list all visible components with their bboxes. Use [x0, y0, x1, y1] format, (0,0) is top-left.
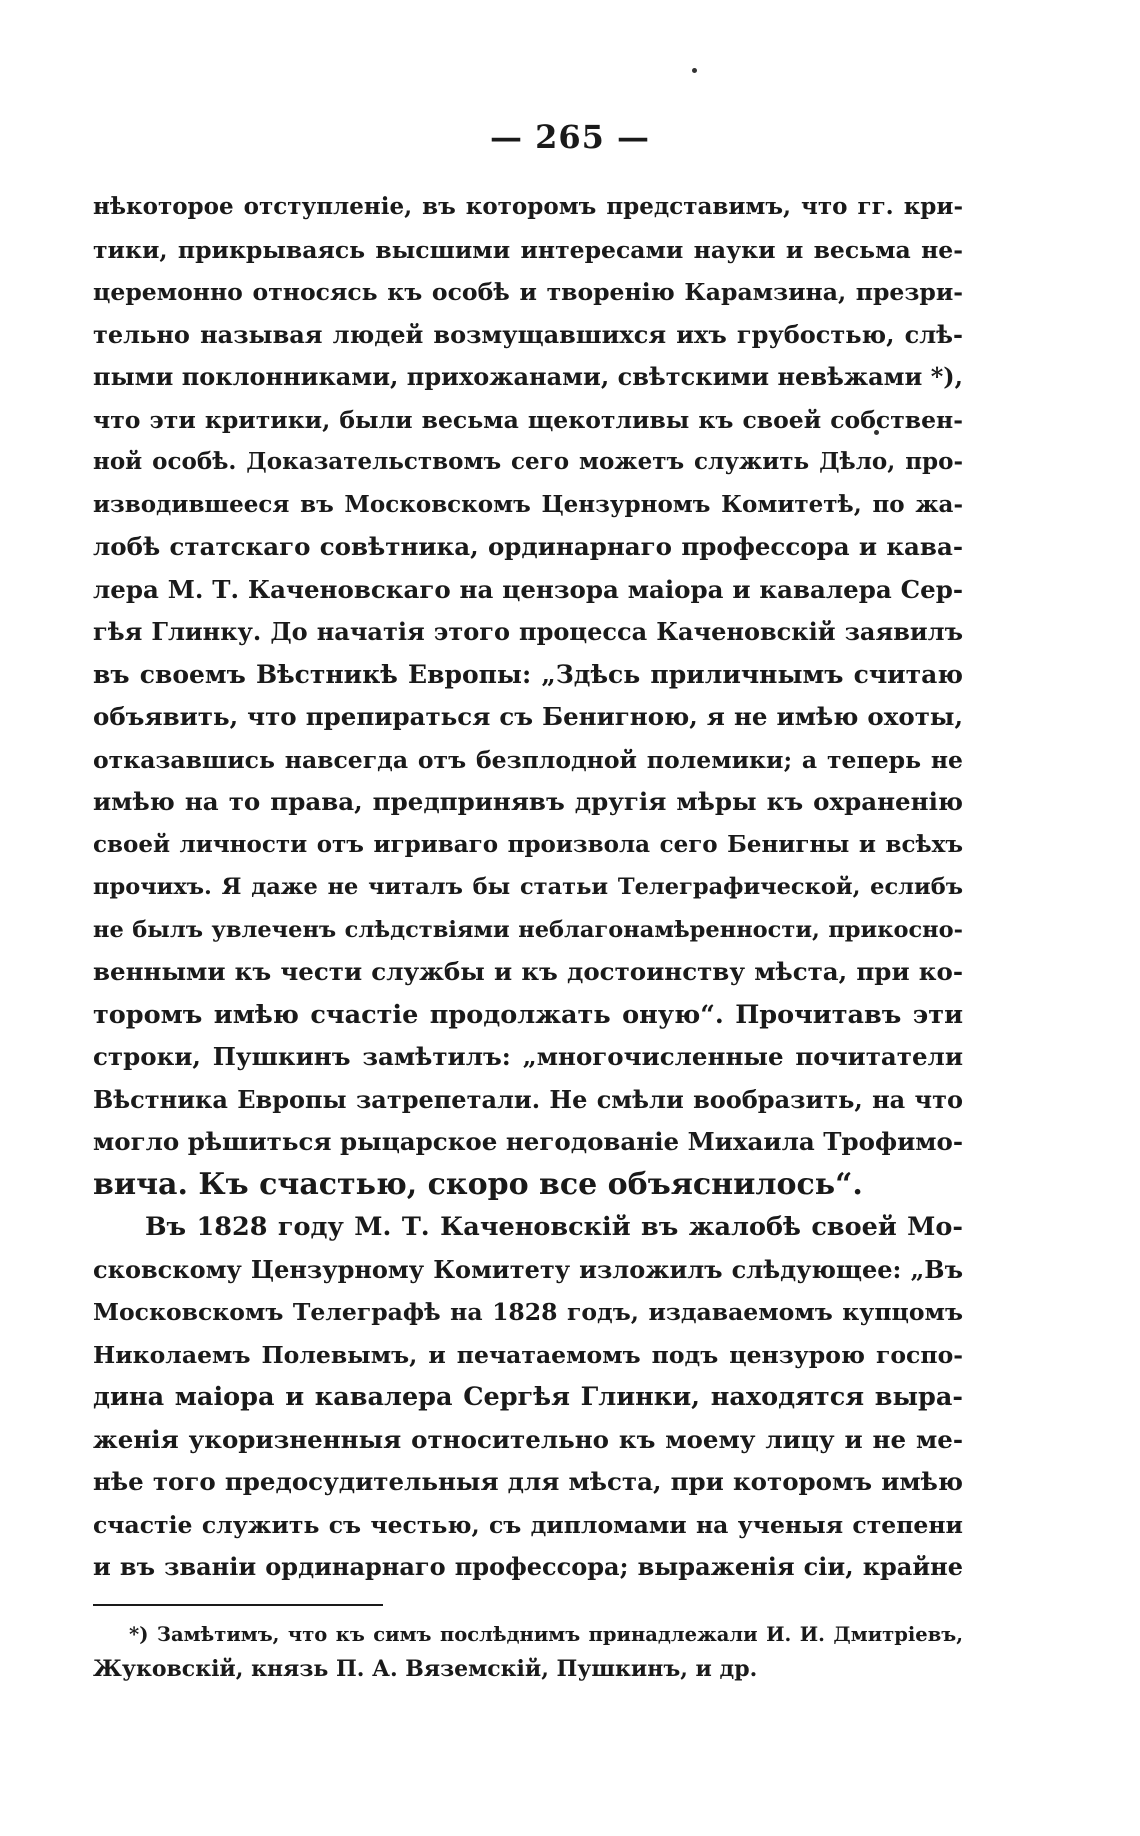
- text-line: пыми поклонниками, прихожанами, свѣтскими невѣжами *),: [93, 362, 963, 391]
- footnote-divider: [93, 1604, 383, 1606]
- text-line: въ своемъ Вѣстникѣ Европы: „Здѣсь приличнымъ считаю: [93, 659, 963, 689]
- text-line: нѣе того предосудительныя для мѣста, при которомъ имѣю: [93, 1467, 963, 1496]
- text-line: своей личности отъ игриваго произвола сего Бенигны и всѣхъ: [93, 830, 963, 858]
- text-line: изводившееся въ Московскомъ Цензурномъ Комитетѣ, по жа-: [93, 490, 963, 518]
- text-line: что эти критики, были весьма щекотливы къ своей собствен-: [93, 405, 963, 434]
- text-line: нѣкоторое отступленіе, въ которомъ представимъ, что гг. кри-: [93, 193, 963, 220]
- text-line: тельно называя людей возмущавшихся ихъ грубостью, слѣ-: [93, 319, 963, 349]
- text-line: дина маіора и кавалера Сергѣя Глинки, находятся выра-: [93, 1382, 963, 1412]
- text-line: вича. Къ счастью, скоро все объяснилось“.: [93, 1166, 863, 1202]
- text-line: не былъ увлеченъ слѣдствіями неблагонамѣренности, прикосно-: [93, 916, 963, 943]
- print-speck: [692, 68, 697, 73]
- text-line: Московскомъ Телеграфѣ на 1828 годъ, издаваемомъ купцомъ: [93, 1298, 963, 1326]
- text-line: могло рѣшиться рыцарское негодованіе Михаила Трофимо-: [93, 1127, 963, 1156]
- text-line: объявить, что препираться съ Бенигною, я не имѣю охоты,: [93, 702, 963, 731]
- page-number: — 265 —: [489, 118, 651, 156]
- text-line: женія укоризненныя относительно къ моему лицу и не ме-: [93, 1424, 963, 1454]
- text-line: лера М. Т. Каченовскаго на цензора маіора и кавалера Сер-: [93, 574, 963, 604]
- footnote: [93, 1618, 963, 1686]
- text-line: строки, Пушкинъ замѣтилъ: „многочисленные почитатели: [93, 1042, 963, 1071]
- text-line: лобѣ статскаго совѣтника, ординарнаго профессора и кава-: [93, 532, 963, 561]
- text-line: имѣю на то права, предпринявъ другія мѣры къ охраненію: [93, 787, 963, 816]
- text-line: и въ званіи ординарнаго профессора; выраженія сіи, крайне: [93, 1552, 963, 1581]
- body-text: [93, 186, 963, 1589]
- text-line: сковскому Цензурному Комитету изложилъ слѣдующее: „Въ: [93, 1254, 963, 1284]
- text-line: венными къ чести службы и къ достоинству мѣста, при ко-: [93, 957, 963, 986]
- footnote-line: *) Замѣтимъ, что къ симъ послѣднимъ принадлежали И. И. Дмитріевъ,: [129, 1623, 963, 1646]
- text-line: ной особѣ. Доказательствомъ сего можетъ служить Дѣло, про-: [93, 448, 963, 475]
- text-line: Въ 1828 году М. Т. Каченовскій въ жалобѣ своей Мо-: [145, 1212, 963, 1242]
- text-line: Вѣстника Европы затрепетали. Не смѣли вообразить, на что: [93, 1084, 963, 1114]
- text-line: прочихъ. Я даже не читалъ бы статьи Телеграфической, еслибъ: [93, 874, 963, 900]
- text-line: церемонно относясь къ особѣ и творенію Карамзина, презри-: [93, 278, 963, 306]
- footnote-line: Жуковскій, князь П. А. Вяземскій, Пушкинъ, и др.: [93, 1656, 758, 1682]
- text-line: счастіе служить съ честью, съ дипломами на ученыя степени: [93, 1510, 963, 1539]
- text-line: торомъ имѣю счастіе продолжать оную“. Прочитавъ эти: [93, 999, 963, 1030]
- text-line: Николаемъ Полевымъ, и печатаемомъ подъ цензурою госпо-: [93, 1340, 963, 1369]
- text-line: гѣя Глинку. До начатія этого процесса Каченовскій заявилъ: [93, 617, 963, 646]
- text-line: отказавшись навсегда отъ безплодной полемики; а теперь не: [93, 745, 963, 774]
- text-line: тики, прикрываясь высшими интересами науки и весьма не-: [93, 235, 963, 264]
